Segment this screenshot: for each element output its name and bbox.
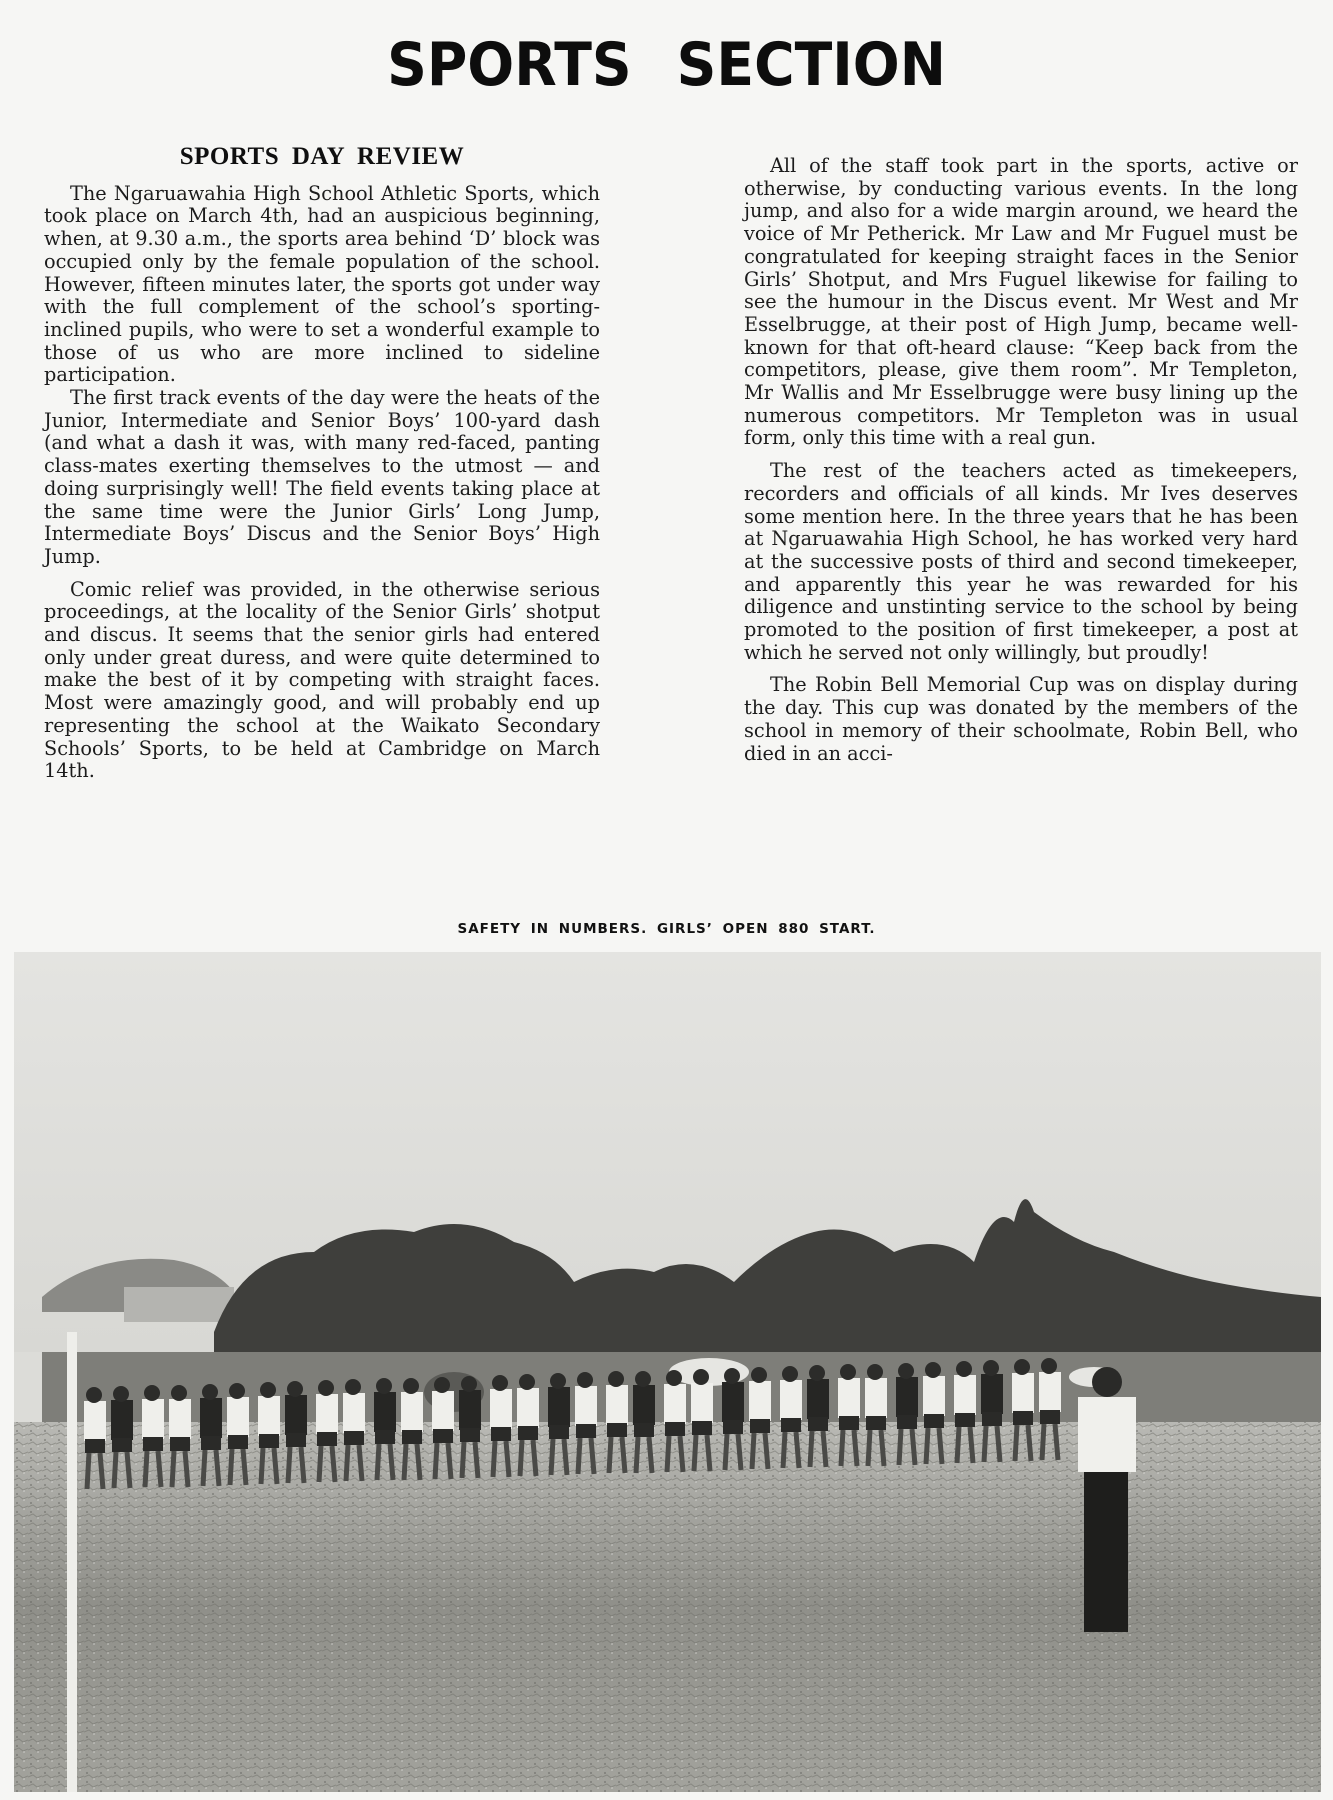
photo-illustration: [14, 952, 1321, 1792]
article-paragraph: The Robin Bell Memorial Cup was on display during the day. This cup was donated by the members of the school in memory of their schoolmate, Robin Bell, who died in an acci-: [744, 673, 1298, 765]
page-title: SPORTS SECTION: [387, 30, 946, 100]
article-paragraph: Comic relief was provided, in the otherwise serious proceedings, at the locality of the Senior Girls’ shotput and discus. It seems that the senior girls had entered only under great duress, and were quite determined to make the best of it by competing with straight faces. Most were amazingly good, and will probably end up representing the school at the Waikato Secondary Schools’ Sports, to be held at Cambridge on March 14th.: [44, 577, 600, 783]
article-heading: SPORTS DAY REVIEW: [179, 143, 465, 170]
article-right-column: [744, 155, 1298, 765]
article-left-column: [44, 143, 600, 783]
photo-caption: SAFETY IN NUMBERS. GIRLS’ OPEN 880 START.: [457, 921, 876, 937]
photo-finish-post: [67, 1332, 77, 1792]
article-paragraph: The Ngaruawahia High School Athletic Sports, which took place on March 4th, had an auspicious beginning, when, at 9.30 a.m., the sports area behind ‘D’ block was occupied only by the female population of the school. However, fifteen minutes later, the sports got under way with the full complement of the school’s sporting-inclined pupils, who were to set a wonderful example to those of us who are more inclined to sideline participation.: [44, 181, 600, 387]
race-start-photo: [14, 952, 1321, 1792]
article-paragraph: The rest of the teachers acted as timekeepers, recorders and officials of all kinds. Mr Ives deserves some mention here. In the three years that he has been at Ngaruawahia High School, he has worked very hard at the successive posts of third and second timekeeper, and apparently this year he was rewarded for his diligence and unstinting service to the school by being promoted to the position of first timekeeper, a post at which he served not only willingly, but proudly!: [744, 459, 1298, 664]
photo-official-figure: [1078, 1367, 1136, 1632]
article-paragraph: All of the staff took part in the sports, active or otherwise, by conducting various events. In the long jump, and also for a wide margin around, we heard the voice of Mr Petherick. Mr Law and Mr Fuguel must be congratulated for keeping straight faces in the Senior Girls’ Shotput, and Mrs Fuguel likewise for failing to see the humour in the Discus event. Mr West and Mr Esselbrugge, at their post of High Jump, became well-known for that oft-heard clause: “Keep back from the competitors, please, give them room”. Mr Templeton, Mr Wallis and Mr Esselbrugge were busy lining up the numerous competitors. Mr Templeton was in usual form, only this time with a real gun.: [744, 154, 1298, 450]
article-paragraph: The first track events of the day were the heats of the Junior, Intermediate and Senior Boys’ 100-yard dash (and what a dash it was, with many red-faced, panting class-mates exerting themselves to the utmost — and doing surprisingly well! The field events taking place at the same time were the Junior Girls’ Long Jump, Intermediate Boys’ Discus and the Senior Boys’ High Jump.: [44, 386, 600, 568]
photo-building: [124, 1287, 234, 1322]
